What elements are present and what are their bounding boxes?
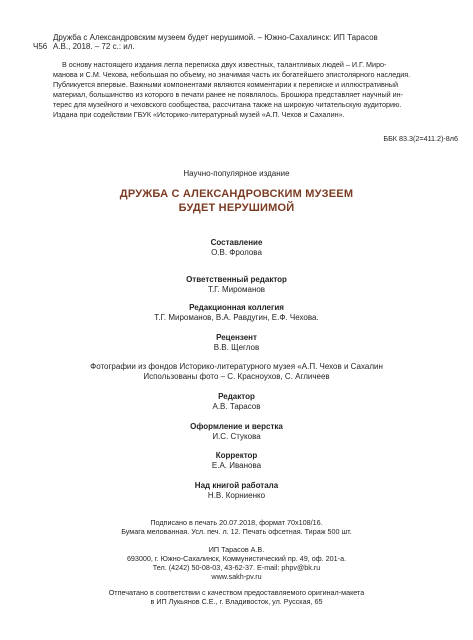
bibliography-publication: А.В., 2018. – 72 с.: ил. <box>53 42 135 51</box>
editorial-board-names: Т.Г. Мироманов, В.А. Равдугин, Е.Ф. Чехова. <box>154 313 319 322</box>
reviewer-heading: Рецензент <box>216 333 257 342</box>
proofreader-heading: Корректор <box>215 451 258 460</box>
editorial-board-heading: Редакционная коллегия <box>189 303 284 312</box>
reviewer-name: В.В. Щеглов <box>213 343 260 352</box>
bibliography-code: Ч56 <box>33 42 48 51</box>
editor-in-chief-heading: Ответственный редактор <box>186 275 287 284</box>
printed-by-line-2: в ИП Лукьянов С.Е., г. Владивосток, ул. Русская, 65 <box>150 597 323 606</box>
proofreader-name: Е.А. Иванова <box>211 461 262 470</box>
edition-type: Научно-популярное издание <box>183 169 290 178</box>
publisher-site: www.sakh-pv.ru <box>211 572 262 581</box>
annotation <box>53 60 459 120</box>
worked-name: Н.В. Корниенко <box>207 491 266 500</box>
publisher-contacts: Тел. (4242) 50-08-03, 43-62-37. E-mail: phpv@bk.ru <box>152 563 321 572</box>
layout-heading: Оформление и верстка <box>190 422 283 431</box>
photos-source: Фотографии из фондов Историко-литературного музея «А.П. Чехов и Сахалин <box>90 362 383 371</box>
annotation-line: Издана при содействии ГБУК «Историко-литературный музей «А.П. Чехов и Сахалин». <box>53 110 345 119</box>
annotation-line: терес для музейного и чеховского сообщества, рассчитана также на широкую читательскую аудиторию. <box>53 100 402 109</box>
annotation-line: материал, большинство из которого в печати ранее не появлялось. Брошюра представляет научный ин- <box>53 90 403 99</box>
annotation-line: манова и С.М. Чехова, небольшая по объему, но значимая часть их богатейшего эпистолярного наследия. <box>53 70 411 79</box>
photos-credits: Использованы фото – С. Красноухов, С. Агличеев <box>143 372 330 381</box>
publisher-name: ИП Тарасов А.В. <box>208 545 265 554</box>
editor-heading: Редактор <box>218 392 255 401</box>
annotation-line: Публикуется впервые. Важными компонентами являются комментарии к переписке и иллюстративный <box>53 80 398 89</box>
print-signed-line: Подписано в печать 20.07.2018, формат 70х108/16. <box>150 518 323 527</box>
document-title-line-1: ДРУЖБА С АЛЕКСАНДРОВСКИМ МУЗЕЕМ <box>119 188 354 200</box>
editor-name: А.В. Тарасов <box>212 402 261 411</box>
publisher-address: 693000, г. Южно-Сахалинск, Коммунистический пр. 49, оф. 201-а. <box>126 554 347 563</box>
compiler-heading: Составление <box>210 238 263 247</box>
bbk-index: ББК 83.3(2=411.2)-8л6 <box>383 134 458 143</box>
printed-by-line-1: Отпечатано в соответствии с качеством предоставляемого оригинал-макета <box>108 588 365 597</box>
print-paper-line: Бумага мелованная. Усл. печ. л. 12. Печать офсетная. Тираж 500 шт. <box>121 527 352 536</box>
document-title-line-2: БУДЕТ НЕРУШИМОЙ <box>178 202 295 214</box>
editor-in-chief-name: Т.Г. Мироманов <box>207 285 266 294</box>
worked-heading: Над книгой работала <box>194 481 279 490</box>
layout-name: И.С. Стукова <box>212 432 261 441</box>
compiler-name: О.В. Фролова <box>211 248 262 257</box>
annotation-line: В основу настоящего издания легла переписка двух известных, талантливых людей – И.Г. Миро- <box>62 60 387 69</box>
bibliography-title: Дружба с Александровским музеем будет нерушимой. – Южно-Сахалинск: ИП Тарасов <box>53 33 378 42</box>
